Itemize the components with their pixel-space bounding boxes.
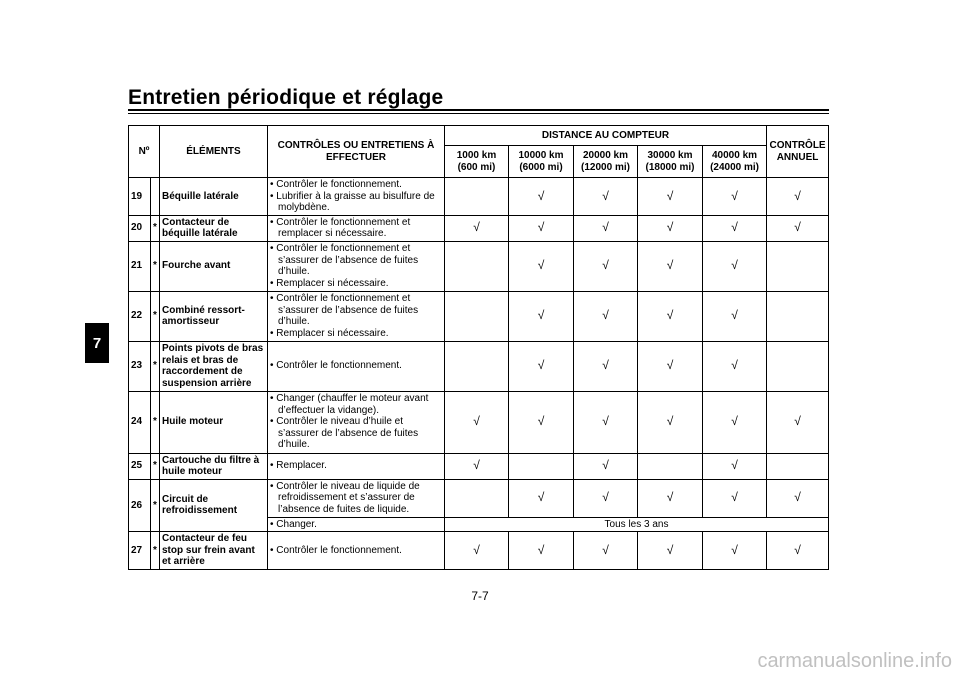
header-distance: DISTANCE AU COMPTEUR bbox=[445, 126, 767, 146]
interval-note: Tous les 3 ans bbox=[445, 517, 829, 532]
header-operations: CONTRÔLES OU ENTRETIENS À EFFECTUER bbox=[268, 126, 445, 178]
check-cell bbox=[445, 479, 509, 517]
row-number: 23 bbox=[129, 341, 151, 391]
row-star: * bbox=[151, 291, 160, 341]
operation-item: • Contrôler le fonctionnement et s’assurer de l’absence de fuites d’huile. bbox=[270, 243, 442, 278]
header-20000km: 20000 km (12000 mi) bbox=[574, 146, 638, 178]
check-cell bbox=[509, 453, 574, 479]
check-cell: √ bbox=[703, 479, 767, 517]
row-star: * bbox=[151, 341, 160, 391]
row-element: Points pivots de bras relais et bras de raccordement de suspension arrière bbox=[160, 341, 268, 391]
header-num: Nº bbox=[129, 126, 160, 178]
operation-item: • Contrôler le fonctionnement. bbox=[270, 360, 442, 372]
page-title: Entretien périodique et réglage bbox=[128, 86, 444, 109]
check-cell: √ bbox=[638, 341, 703, 391]
operation-item: • Remplacer. bbox=[270, 460, 442, 472]
row-star bbox=[151, 178, 160, 216]
check-cell: √ bbox=[509, 241, 574, 291]
check-cell bbox=[638, 453, 703, 479]
row-number: 24 bbox=[129, 391, 151, 453]
row-number: 27 bbox=[129, 532, 151, 570]
row-operations bbox=[268, 391, 445, 453]
row-star: * bbox=[151, 391, 160, 453]
check-cell: √ bbox=[703, 532, 767, 570]
row-operations bbox=[268, 532, 445, 570]
table-row bbox=[129, 291, 829, 341]
row-operations bbox=[268, 341, 445, 391]
check-cell bbox=[767, 453, 829, 479]
table-row bbox=[129, 453, 829, 479]
check-cell bbox=[767, 291, 829, 341]
check-cell: √ bbox=[445, 453, 509, 479]
maintenance-table bbox=[128, 125, 829, 570]
row-number: 26 bbox=[129, 479, 151, 532]
row-operations bbox=[268, 241, 445, 291]
check-cell: √ bbox=[509, 532, 574, 570]
check-cell bbox=[767, 341, 829, 391]
check-cell: √ bbox=[509, 178, 574, 216]
title-rule-thin bbox=[128, 113, 829, 114]
operation-item: • Changer (chauffer le moteur avant d’effectuer la vidange). bbox=[270, 393, 442, 416]
check-cell: √ bbox=[767, 391, 829, 453]
check-cell: √ bbox=[703, 215, 767, 241]
check-cell: √ bbox=[445, 215, 509, 241]
check-cell bbox=[445, 291, 509, 341]
row-element: Cartouche du filtre à huile moteur bbox=[160, 453, 268, 479]
operation-item: • Contrôler le fonctionnement et remplacer si nécessaire. bbox=[270, 217, 442, 240]
operation-item: • Contrôler le niveau d’huile et s’assurer de l’absence de fuites d’huile. bbox=[270, 416, 442, 451]
check-cell: √ bbox=[638, 532, 703, 570]
check-cell: √ bbox=[574, 453, 638, 479]
check-cell bbox=[767, 241, 829, 291]
check-cell: √ bbox=[703, 341, 767, 391]
row-number: 21 bbox=[129, 241, 151, 291]
check-cell: √ bbox=[574, 215, 638, 241]
check-cell: √ bbox=[767, 479, 829, 517]
row-element: Huile moteur bbox=[160, 391, 268, 453]
row-number: 22 bbox=[129, 291, 151, 341]
header-annual: CONTRÔLE ANNUEL bbox=[767, 126, 829, 178]
check-cell: √ bbox=[703, 178, 767, 216]
table-row bbox=[129, 391, 829, 453]
check-cell: √ bbox=[509, 215, 574, 241]
check-cell: √ bbox=[509, 341, 574, 391]
table-row bbox=[129, 532, 829, 570]
check-cell: √ bbox=[703, 391, 767, 453]
row-number: 19 bbox=[129, 178, 151, 216]
check-cell: √ bbox=[509, 479, 574, 517]
check-cell: √ bbox=[767, 178, 829, 216]
row-number: 20 bbox=[129, 215, 151, 241]
table-row bbox=[129, 241, 829, 291]
check-cell: √ bbox=[574, 341, 638, 391]
row-operations bbox=[268, 178, 445, 216]
check-cell bbox=[445, 178, 509, 216]
title-rule-thick bbox=[128, 109, 829, 111]
operation-item: • Changer. bbox=[270, 519, 442, 531]
check-cell bbox=[445, 341, 509, 391]
check-cell: √ bbox=[767, 532, 829, 570]
check-cell: √ bbox=[574, 479, 638, 517]
row-star: * bbox=[151, 241, 160, 291]
row-operations bbox=[268, 291, 445, 341]
operation-item: • Contrôler le fonctionnement. bbox=[270, 545, 442, 557]
watermark: carmanualsonline.info bbox=[757, 650, 952, 672]
header-10000km: 10000 km (6000 mi) bbox=[509, 146, 574, 178]
row-operations bbox=[268, 453, 445, 479]
header-1000km: 1000 km (600 mi) bbox=[445, 146, 509, 178]
row-element: Fourche avant bbox=[160, 241, 268, 291]
operation-item: • Remplacer si nécessaire. bbox=[270, 278, 442, 290]
row-star: * bbox=[151, 479, 160, 532]
chapter-tab: 7 bbox=[85, 323, 109, 363]
operation-item: • Contrôler le niveau de liquide de refroidissement et s’assurer de l’absence de fuites de liquide. bbox=[270, 481, 442, 516]
check-cell: √ bbox=[574, 178, 638, 216]
row-element: Circuit de refroidissement bbox=[160, 479, 268, 532]
check-cell: √ bbox=[638, 241, 703, 291]
check-cell: √ bbox=[445, 391, 509, 453]
table-row bbox=[129, 215, 829, 241]
row-star: * bbox=[151, 215, 160, 241]
table-row bbox=[129, 178, 829, 216]
check-cell: √ bbox=[638, 391, 703, 453]
row-element: Contacteur de feu stop sur frein avant et arrière bbox=[160, 532, 268, 570]
check-cell: √ bbox=[638, 291, 703, 341]
row-element: Contacteur de béquille latérale bbox=[160, 215, 268, 241]
header-elements: ÉLÉMENTS bbox=[160, 126, 268, 178]
check-cell: √ bbox=[574, 241, 638, 291]
check-cell: √ bbox=[445, 532, 509, 570]
check-cell: √ bbox=[638, 215, 703, 241]
row-star: * bbox=[151, 532, 160, 570]
check-cell: √ bbox=[638, 479, 703, 517]
row-element: Combiné ressort-amortisseur bbox=[160, 291, 268, 341]
operation-item: • Contrôler le fonctionnement et s’assurer de l’absence de fuites d’huile. bbox=[270, 293, 442, 328]
row-element: Béquille latérale bbox=[160, 178, 268, 216]
table-row bbox=[129, 341, 829, 391]
check-cell: √ bbox=[638, 178, 703, 216]
header-40000km: 40000 km (24000 mi) bbox=[703, 146, 767, 178]
check-cell: √ bbox=[574, 291, 638, 341]
check-cell: √ bbox=[703, 241, 767, 291]
row-star: * bbox=[151, 453, 160, 479]
row-operations bbox=[268, 517, 445, 532]
check-cell: √ bbox=[509, 391, 574, 453]
check-cell: √ bbox=[574, 532, 638, 570]
page-number: 7-7 bbox=[471, 589, 489, 603]
header-30000km: 30000 km (18000 mi) bbox=[638, 146, 703, 178]
operation-item: • Lubrifier à la graisse au bisulfure de molybdène. bbox=[270, 191, 442, 214]
table-row bbox=[129, 479, 829, 517]
check-cell: √ bbox=[767, 215, 829, 241]
operation-item: • Remplacer si nécessaire. bbox=[270, 328, 442, 340]
check-cell: √ bbox=[703, 291, 767, 341]
check-cell: √ bbox=[703, 453, 767, 479]
row-number: 25 bbox=[129, 453, 151, 479]
check-cell bbox=[445, 241, 509, 291]
operation-item: • Contrôler le fonctionnement. bbox=[270, 179, 442, 191]
row-operations bbox=[268, 479, 445, 517]
row-operations bbox=[268, 215, 445, 241]
check-cell: √ bbox=[509, 291, 574, 341]
check-cell: √ bbox=[574, 391, 638, 453]
